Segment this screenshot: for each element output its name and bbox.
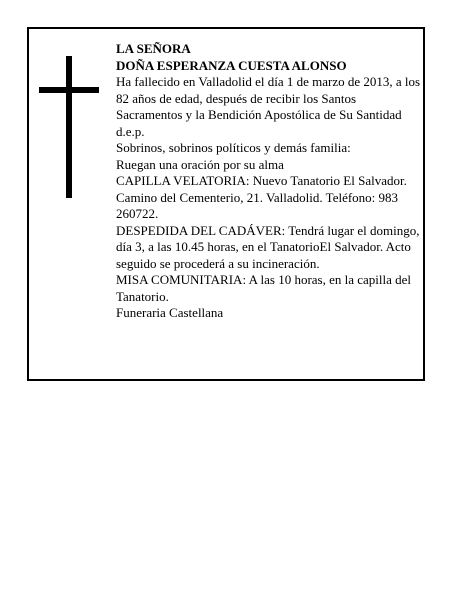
notice-text [116,41,422,322]
family-line: Sobrinos, sobrinos políticos y demás familia: [116,140,351,155]
notice-heading-title: LA SEÑORA [116,41,191,56]
farewell-info: DESPEDIDA DEL CADÁVER: Tendrá lugar el domingo, día 3, a las 10.45 horas, en el TanatorioEl Salvador. Acto seguido se procederá a su incineración. [116,222,420,271]
deceased-name: DOÑA ESPERANZA CUESTA ALONSO [116,57,347,73]
mass-info: MISA COMUNITARIA: A las 10 horas, en la capilla del Tanatorio. [116,272,412,304]
prayer-request: Ruegan una oración por su alma [116,156,284,172]
cross-vertical-bar [66,56,72,198]
funeral-home: Funeraria Castellana [116,305,224,320]
cross-horizontal-bar [39,87,99,93]
wake-chapel-info: CAPILLA VELATORIA: Nuevo Tanatorio El Salvador. Camino del Cementerio, 21. Valladolid. Teléfono: 983 260722. [116,173,407,221]
death-announcement: Ha fallecido en Valladolid el día 1 de marzo de 2013, a los 82 años de edad, después de recibir los Santos Sacramentos y la Bendición Apostólica de Su Santidad d.e.p. [116,74,421,139]
obituary-notice [27,27,425,381]
cross-icon [39,56,99,198]
